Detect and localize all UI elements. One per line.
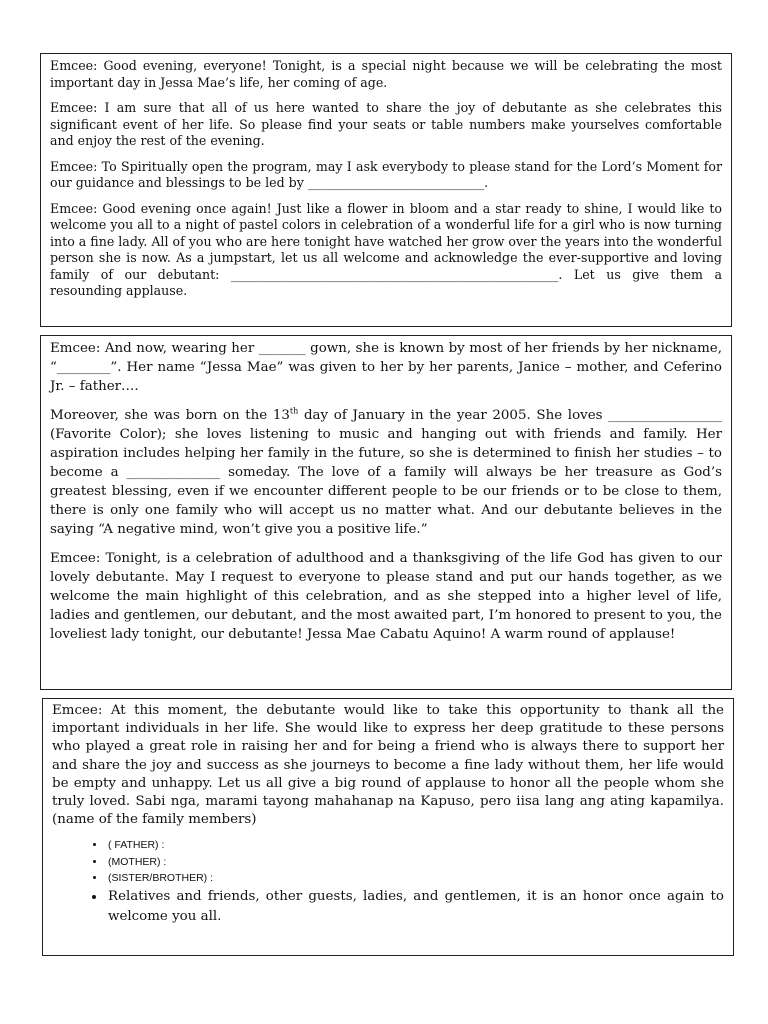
script-section-introduction: [40, 335, 732, 690]
paragraph-share-joy: Emcee: I am sure that all of us here wanted to share the joy of debutante as she celebrates this significant event of her life. So please find your seats or table numbers make yourselves comfortable and enjoy the rest of the evening.: [50, 100, 722, 148]
paragraph-presentation: Emcee: Tonight, is a celebration of adulthood and a thanksgiving of the life God has given to our lovely debutante. May I request to everyone to please stand and put our hands together, as we welcome the main highlight of this celebration, and as she stepped into a higher level of life, ladies and gentlemen, our debutant, and the most awaited part, I’m honored to present to you, the loveliest lady tonight, our debutante! Jessa Mae Cabatu Aquino! A warm round of applause!: [50, 551, 722, 642]
family-list: [52, 837, 724, 927]
paragraph-welcome: Emcee: Good evening, everyone! Tonight, is a special night because we will be celebrating the most important day in Jessa Mae’s life, her coming of age.: [50, 58, 722, 90]
paragraph-birthday: [50, 406, 722, 539]
list-item-relatives: • Relatives and friends, other guests, ladies, and gentlemen, it is an honor once again to welcome you all.: [106, 887, 724, 927]
paragraph-thanks: Emcee: At this moment, the debutante would like to take this opportunity to thank all the important individuals in her life. She would like to express her deep gratitude to these persons who played a great role in raising her and for being a friend who is always there to support her and share the joy and success as she journeys to become a fine lady without them, her life would be empty and unhappy. Let us all give a big round of applause to honor all the people whom she truly loved. Sabi nga, marami tayong mahahanap na Kapuso, pero iisa lang ang ating kapamilya. (name of the family members): [52, 703, 724, 828]
birthday-text-rest: day of January in the year 2005. She loves _________________ (Favorite Color); she loves listening to music and hanging out with friends and family. Her aspiration includes helping her family in the future, so she is determined to finish her studies – to become a ______________ someday. The love of a family will always be her treasure as God’s greatest blessing, even if we encounter different people to be our friends or to be close to them, there is only one family who will accept us no matter what. And our debutante believes in the saying “A negative mind, won’t give you a positive life.”: [50, 408, 722, 537]
list-item-sibling: • (SISTER/BROTHER) :: [106, 870, 724, 887]
paragraph-gown-nickname: Emcee: And now, wearing her _______ gown, she is known by most of her friends by her nickname, “________”. Her name “Jessa Mae” was given to her by her parents, Janice – mother, and Ceferino Jr. – father….: [50, 341, 722, 394]
script-section-opening: [40, 53, 732, 327]
ordinal-suffix: th: [289, 406, 299, 416]
list-item-father: • ( FATHER) :: [106, 837, 724, 854]
paragraph-family-welcome: Emcee: Good evening once again! Just like a flower in bloom and a star ready to shine, I would like to welcome you all to a night of pastel colors in celebration of a wonderful life for a girl who is now turning into a fine lady. All of you who are here tonight have watched her grow over the years into the wonderful person she is now. As a jumpstart, let us all welcome and acknowledge the ever-supportive and loving family of our debutant: ____________________________________________________. Let us give them a resounding applause.: [50, 200, 722, 298]
birthday-text-start: Moreover, she was born on the 13: [50, 408, 290, 423]
list-item-mother: • (MOTHER) :: [106, 854, 724, 871]
script-section-gratitude: [42, 698, 734, 956]
paragraph-prayer: Emcee: To Spiritually open the program, may I ask everybody to please stand for the Lord’s Moment for our guidance and blessings to be led by ____________________________.: [50, 158, 722, 190]
